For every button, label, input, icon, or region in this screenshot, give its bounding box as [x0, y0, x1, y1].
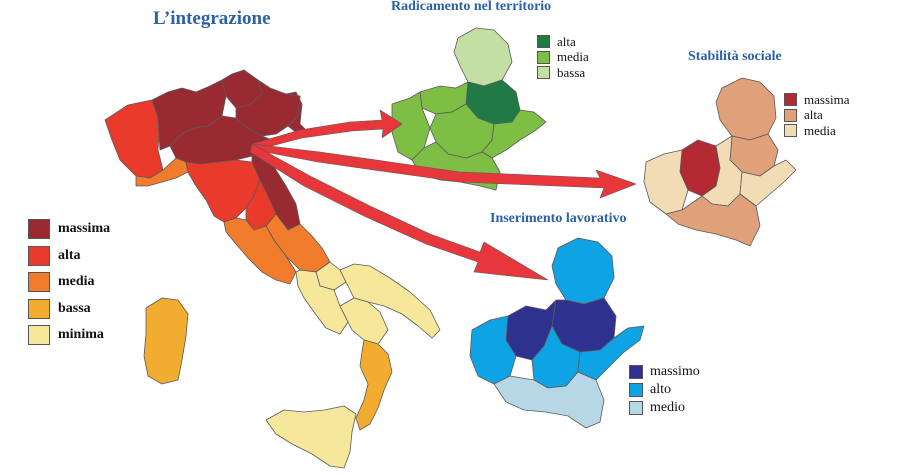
legend-label: media: [58, 274, 95, 290]
legend-swatch: [28, 219, 50, 239]
legend-swatch: [28, 272, 50, 292]
legend-radicamento-item: [537, 65, 589, 81]
legend-italia-item: [28, 296, 110, 323]
legend-label: media: [557, 49, 589, 65]
legend-label: bassa: [557, 64, 586, 80]
map-stabilita: [644, 78, 796, 246]
province-belluno-s: [716, 78, 776, 140]
main-title: L’integrazione: [153, 8, 271, 29]
legend-radicamento: [537, 34, 589, 81]
legend-swatch: [537, 66, 550, 79]
legend-swatch: [629, 365, 643, 379]
region-sicilia: [266, 406, 356, 468]
legend-swatch: [28, 325, 50, 345]
legend-italia-item: [28, 269, 110, 296]
legend-radicamento-item: [537, 34, 589, 50]
legend-label: alta: [58, 247, 81, 263]
legend-swatch: [784, 109, 797, 122]
province-verona-s: [644, 150, 688, 214]
legend-label: bassa: [58, 300, 91, 316]
region-sardegna: [144, 298, 188, 384]
province-belluno: [454, 28, 512, 86]
region-piemonte: [105, 100, 163, 178]
title-stabilita: Stabilità sociale: [688, 49, 782, 64]
legend-swatch: [28, 246, 50, 266]
region-calabria: [356, 340, 392, 430]
legend-label: medio: [650, 400, 685, 415]
legend-italia-item: [28, 243, 110, 270]
legend-italia: [28, 216, 110, 349]
legend-swatch: [784, 124, 797, 137]
legend-swatch: [537, 51, 550, 64]
legend-label: alta: [804, 107, 823, 123]
legend-radicamento-item: [537, 50, 589, 66]
legend-inserimento-item: [629, 363, 700, 381]
legend-swatch: [784, 93, 797, 106]
legend-italia-item: [28, 216, 110, 243]
legend-inserimento-item: [629, 399, 700, 417]
legend-stabilita-item: [784, 123, 850, 139]
title-inserimento: Inserimento lavorativo: [490, 211, 627, 226]
legend-label: alta: [557, 33, 576, 49]
legend-swatch: [28, 299, 50, 319]
legend-swatch: [629, 401, 643, 415]
legend-italia-item: [28, 322, 110, 349]
legend-stabilita-item: [784, 108, 850, 124]
legend-inserimento: [629, 363, 700, 417]
legend-swatch: [629, 383, 643, 397]
legend-inserimento-item: [629, 381, 700, 399]
legend-label: massima: [58, 221, 111, 237]
legend-swatch: [537, 35, 550, 48]
title-radicamento: Radicamento nel territorio: [391, 0, 552, 14]
legend-label: alto: [650, 382, 671, 397]
legend-label: massima: [804, 91, 850, 107]
legend-stabilita-item: [784, 92, 850, 108]
province-belluno-i: [552, 238, 614, 304]
legend-label: media: [804, 122, 836, 138]
legend-stabilita: [784, 92, 850, 139]
legend-label: minima: [58, 327, 104, 343]
legend-label: massimo: [650, 364, 700, 379]
